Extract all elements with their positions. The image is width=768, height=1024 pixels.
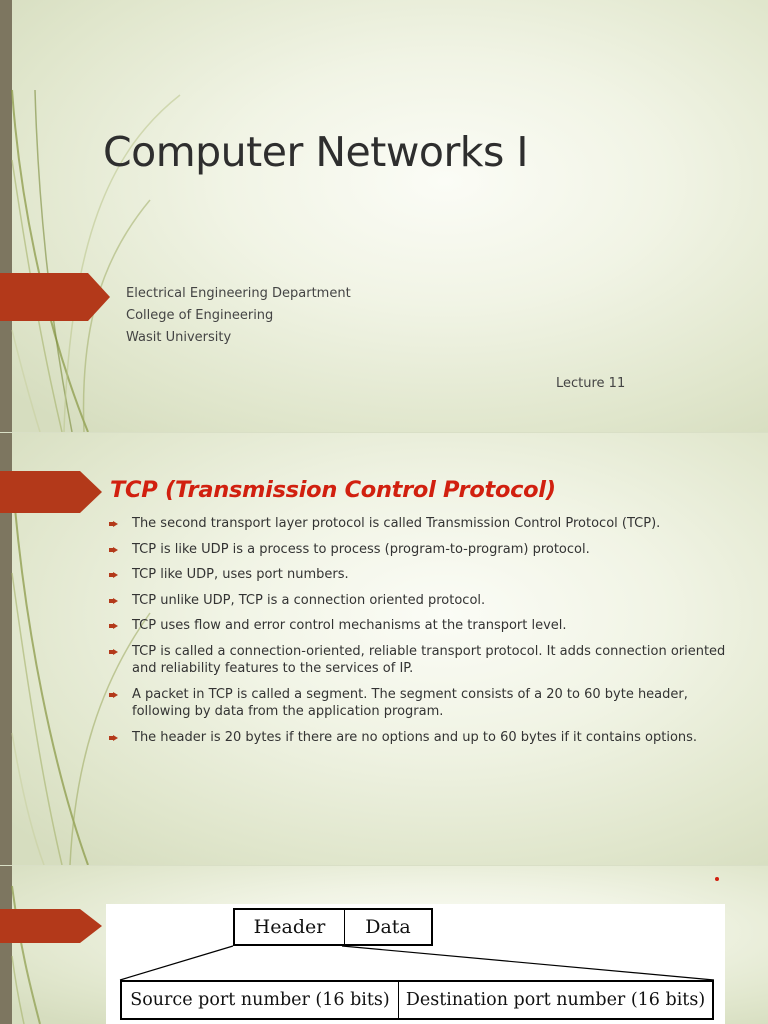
accent-arrow (0, 273, 110, 321)
header-cell: Header (235, 910, 345, 944)
lecture-number: Lecture 11 (556, 376, 626, 391)
list-item: TCP unlike UDP, TCP is a connection oriented protocol. (112, 592, 732, 610)
arrow-bullet-icon (113, 547, 118, 553)
bullet-list (112, 515, 732, 754)
slide-title: TCP (Transmission Control Protocol) (110, 477, 556, 503)
slide-title: Computer Networks I (103, 128, 529, 176)
arrow-bullet-icon (113, 649, 118, 655)
source-port-cell: Source port number (16 bits) (122, 982, 399, 1018)
header-data-box (233, 908, 433, 946)
college-label: College of Engineering (126, 308, 274, 323)
tcp-slide (0, 433, 768, 865)
decorative-swoosh (0, 866, 120, 1024)
arrow-bullet-icon (113, 521, 118, 527)
title-slide (0, 0, 768, 432)
arrow-bullet-icon (113, 572, 118, 578)
list-item: The second transport layer protocol is called Transmission Control Protocol (TCP). (112, 515, 732, 533)
list-item: TCP is called a connection-oriented, reliable transport protocol. It adds connection oriented and reliability features to the services of IP. (112, 643, 732, 678)
arrow-bullet-icon (113, 692, 118, 698)
university-label: Wasit University (126, 330, 232, 345)
port-number-row (120, 980, 714, 1020)
destination-port-cell: Destination port number (16 bits) (405, 990, 706, 1010)
list-item: TCP like UDP, uses port numbers. (112, 566, 732, 584)
list-item: TCP is like UDP is a process to process (program-to-program) protocol. (112, 541, 732, 559)
arrow-bullet-icon (113, 735, 118, 741)
department-label: Electrical Engineering Department (126, 286, 351, 301)
decorative-swoosh (0, 0, 200, 432)
data-cell: Data (365, 916, 411, 938)
arrow-bullet-icon (113, 623, 118, 629)
tcp-segment-diagram (106, 904, 725, 1024)
arrow-bullet-icon (113, 598, 118, 604)
list-item: The header is 20 bytes if there are no options and up to 60 bytes if it contains options. (112, 729, 732, 747)
red-dot-icon (715, 877, 719, 881)
list-item: A packet in TCP is called a segment. The segment consists of a 20 to 60 byte header, following by data from the application program. (112, 686, 732, 721)
list-item: TCP uses flow and error control mechanisms at the transport level. (112, 617, 732, 635)
segment-format-slide (0, 866, 768, 1024)
